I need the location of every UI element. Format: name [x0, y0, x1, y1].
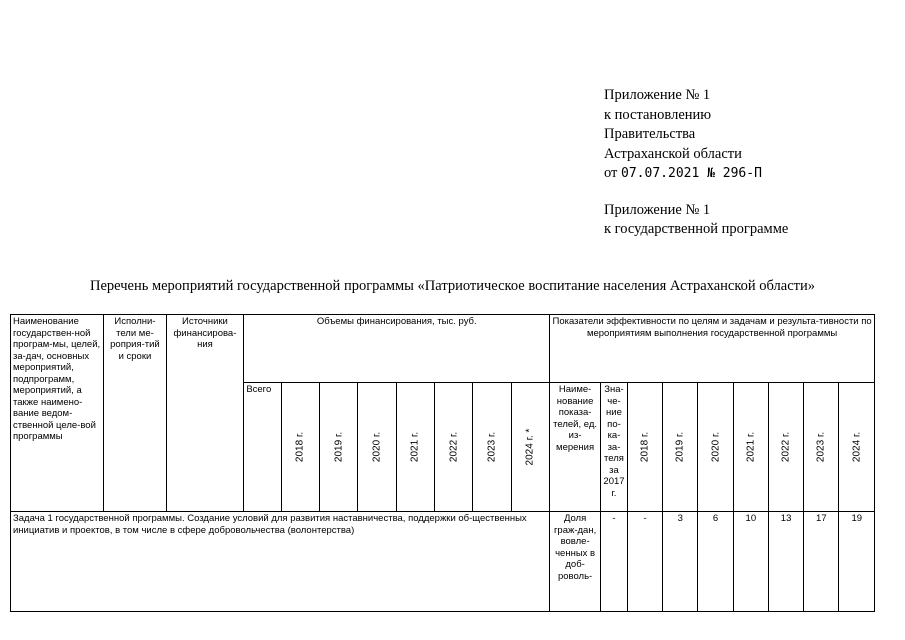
task-1-base-value: -: [601, 512, 628, 612]
funding-year-header: 2023 г.: [473, 383, 511, 512]
col-header-funding: Объемы финансирования, тыс. руб.: [244, 315, 550, 383]
task-1-value: -: [627, 512, 662, 612]
task-1-indicator: Доля граж-дан, вовле-ченных в доб-роволь-: [550, 512, 601, 612]
document-title: Перечень мероприятий государственной программы «Патриотическое воспитание населения Астраханской области»: [89, 278, 816, 294]
indicator-year-header: 2022 г.: [768, 383, 803, 512]
header-line: к государственной программе: [604, 221, 789, 237]
funding-year-header: 2018 г.: [281, 383, 319, 512]
funding-year-header: 2020 г.: [358, 383, 396, 512]
indicator-year-header: 2018 г.: [627, 383, 662, 512]
col-header-name: Наименование государствен-ной програм-мы, целей, за-дач, основных мероприятий, подпрограмм, мероприятий, а также наимено-вание ведом-ственной целе-вой программы: [11, 315, 104, 512]
funding-total-header: Всего: [244, 383, 281, 512]
col-header-executors: Исполни-тели ме-роприя-тий и сроки: [104, 315, 166, 512]
task-1-value: 6: [698, 512, 733, 612]
funding-year-header: 2024 г. *: [511, 383, 549, 512]
task-1-value: 17: [804, 512, 839, 612]
indicator-base-header: Зна-че-ние по-ка-за-теля за 2017 г.: [601, 383, 628, 512]
funding-year-header: 2022 г.: [435, 383, 473, 512]
appendix-header: [604, 86, 788, 240]
indicator-year-header: 2024 г.: [839, 383, 875, 512]
funding-year-header: 2021 г.: [396, 383, 434, 512]
indicator-year-header: 2020 г.: [698, 383, 733, 512]
col-header-sources: Источники финансирова-ния: [166, 315, 244, 512]
task-1-description: Задача 1 государственной программы. Создание условий для развития наставничества, поддержки об-щественных инициатив и проектов, в том числе в сфере добровольчества (волонтерства): [11, 512, 550, 612]
task-1-value: 19: [839, 512, 875, 612]
header-line: Приложение № 1: [604, 201, 711, 218]
header-line: к постановлению: [604, 106, 712, 123]
indicator-year-header: 2023 г.: [804, 383, 839, 512]
date-and-number: 07.07.2021 № 296-П: [621, 166, 762, 181]
indicator-name-header: Наиме-нование показа-телей, ед. из-мерения: [550, 383, 601, 512]
header-line: Правительства: [604, 126, 696, 142]
date-prefix: от: [604, 165, 618, 181]
task-1-value: 3: [663, 512, 698, 612]
task-1-value: 10: [733, 512, 768, 612]
measures-table: [10, 314, 875, 612]
funding-year-header: 2019 г.: [320, 383, 358, 512]
indicator-year-header: 2021 г.: [733, 383, 768, 512]
header-line: Приложение № 1: [604, 87, 711, 103]
task-1-value: 13: [768, 512, 803, 612]
col-header-indicators: Показатели эффективности по целям и задачам и результа-тивности по мероприятиям выполнения государственной программы: [550, 315, 875, 383]
header-date-line: [604, 164, 788, 184]
header-line: Астраханской области: [604, 145, 742, 162]
indicator-year-header: 2019 г.: [663, 383, 698, 512]
